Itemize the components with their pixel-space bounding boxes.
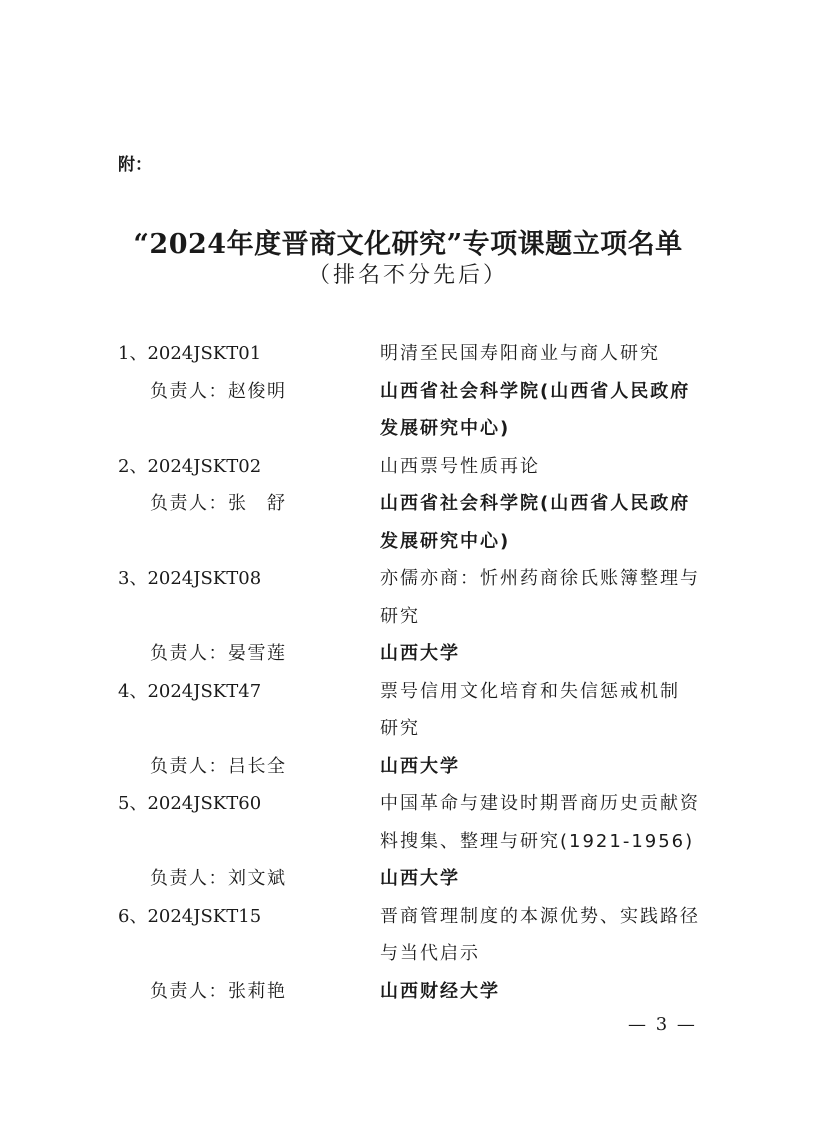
project-topic-line: 研究 [380, 718, 420, 739]
project-topic-line: 中国革命与建设时期晋商历史贡献资 [380, 793, 700, 814]
project-topic-line: 明清至民国寿阳商业与商人研究 [380, 343, 660, 364]
project-unit-line: 山西大学 [380, 755, 460, 777]
project-responsible: 负责人：吕长全 [150, 755, 287, 777]
project-unit-line: 发展研究中心) [380, 418, 511, 439]
project-unit-line: 山西大学 [380, 868, 460, 889]
project-unit-line: 山西省社会科学院(山西省人民政府 [380, 380, 691, 402]
project-unit-line: 山西财经大学 [380, 980, 500, 1002]
project-number: 1、2024JSKT01 [118, 343, 262, 364]
project-topic-line: 与当代启示 [380, 943, 480, 964]
project-responsible: 负责人：刘文斌 [150, 868, 287, 889]
project-number: 3、2024JSKT08 [118, 568, 262, 589]
project-unit-line: 山西省社会科学院(山西省人民政府 [380, 493, 691, 514]
project-responsible: 负责人：张 舒 [150, 493, 287, 514]
project-responsible: 负责人：晏雪莲 [150, 643, 287, 664]
project-responsible: 负责人：张莉艳 [150, 980, 287, 1002]
attachment-label: 附： [118, 155, 152, 175]
page-number: — 3 — [628, 1014, 697, 1035]
project-number: 4、2024JSKT47 [118, 680, 262, 702]
project-topic-line: 晋商管理制度的本源优势、实践路径 [380, 905, 700, 927]
project-topic-line: 票号信用文化培育和失信惩戒机制 [380, 680, 680, 702]
page-subtitle: （排名不分先后） [307, 263, 508, 288]
project-number: 5、2024JSKT60 [118, 793, 262, 814]
project-unit-line: 山西大学 [380, 643, 460, 664]
project-unit-line: 发展研究中心) [380, 530, 511, 552]
project-topic-line: 研究 [380, 605, 420, 627]
project-number: 6、2024JSKT15 [118, 905, 262, 927]
page-title: “2024年度晋商文化研究”专项课题立项名单 [133, 229, 683, 260]
project-responsible: 负责人：赵俊明 [150, 380, 287, 402]
project-topic-line: 料搜集、整理与研究(1921-1956) [380, 830, 695, 852]
project-topic-line: 亦儒亦商：忻州药商徐氏账簿整理与 [380, 568, 700, 589]
project-topic-line: 山西票号性质再论 [380, 455, 540, 477]
project-number: 2、2024JSKT02 [118, 455, 262, 477]
